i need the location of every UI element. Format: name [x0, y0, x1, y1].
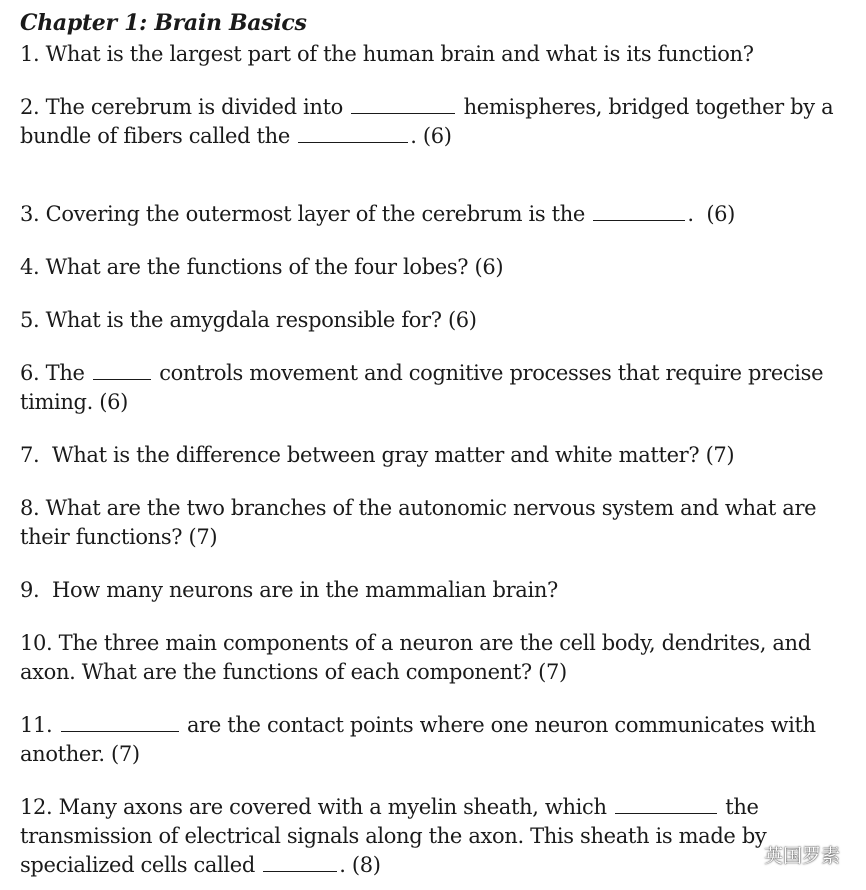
- question-text: controls movement and cognitive processes that require precise: [152, 361, 824, 385]
- answer-blank: [263, 870, 337, 872]
- question-4: [20, 253, 850, 282]
- question-line: [20, 253, 850, 282]
- question-3: [20, 200, 850, 229]
- question-line: [20, 93, 850, 122]
- question-text: 3. Covering the outermost layer of the cerebrum is the: [20, 202, 592, 226]
- question-line: [20, 576, 850, 605]
- question-text: another. (7): [20, 742, 140, 766]
- answer-blank: [61, 730, 179, 732]
- answer-blank: [593, 219, 685, 221]
- question-line: [20, 658, 850, 687]
- question-text: . (8): [339, 853, 381, 877]
- question-11: [20, 711, 850, 769]
- question-2: [20, 93, 850, 151]
- question-line: [20, 388, 850, 417]
- question-line: [20, 494, 850, 523]
- question-line: [20, 122, 850, 151]
- question-line: [20, 793, 850, 822]
- question-text: 8. What are the two branches of the autonomic nervous system and what are: [20, 496, 817, 520]
- question-text: their functions? (7): [20, 525, 218, 549]
- question-5: [20, 306, 850, 335]
- question-text: 4. What are the functions of the four lobes? (6): [20, 255, 504, 279]
- question-text: 1. What is the largest part of the human brain and what is its function?: [20, 42, 754, 66]
- question-8: [20, 494, 850, 552]
- question-6: [20, 359, 850, 417]
- watermark: [736, 841, 840, 868]
- question-line: [20, 629, 850, 658]
- question-text: 12. Many axons are covered with a myelin sheath, which: [20, 795, 613, 819]
- watermark-text: 英国罗素: [763, 845, 840, 867]
- question-text: 5. What is the amygdala responsible for? (6): [20, 308, 477, 332]
- question-text: . (6): [410, 124, 452, 148]
- question-text: are the contact points where one neuron communicates with: [180, 713, 816, 737]
- question-text: bundle of fibers called the: [20, 124, 297, 148]
- question-text: timing. (6): [20, 390, 128, 414]
- question-line: [20, 306, 850, 335]
- question-text: 9. How many neurons are in the mammalian brain?: [20, 578, 558, 602]
- question-line: [20, 40, 850, 69]
- question-line: [20, 200, 850, 229]
- question-line: [20, 851, 850, 880]
- answer-blank: [298, 141, 408, 143]
- question-text: 7. What is the difference between gray matter and white matter? (7): [20, 443, 735, 467]
- question-text: specialized cells called: [20, 853, 262, 877]
- question-line: [20, 523, 850, 552]
- question-1: [20, 40, 850, 69]
- question-line: [20, 359, 850, 388]
- question-text: hemispheres, bridged together by a: [457, 95, 834, 119]
- question-text: 10. The three main components of a neuron are the cell body, dendrites, and: [20, 631, 811, 655]
- answer-blank: [93, 378, 151, 380]
- question-text: 11.: [20, 713, 59, 737]
- question-line: [20, 822, 850, 851]
- question-10: [20, 629, 850, 687]
- question-line: [20, 711, 850, 740]
- page-title: Chapter 1: Brain Basics: [20, 10, 307, 36]
- question-12: [20, 793, 850, 880]
- question-text: . (6): [687, 202, 736, 226]
- question-text: the: [718, 795, 759, 819]
- question-text: 6. The: [20, 361, 91, 385]
- question-text: transmission of electrical signals along the axon. This sheath is made by: [20, 824, 767, 848]
- answer-blank: [351, 112, 455, 114]
- question-text: 2. The cerebrum is divided into: [20, 95, 350, 119]
- wechat-icon: [736, 844, 760, 866]
- question-7: [20, 441, 850, 470]
- question-text: axon. What are the functions of each component? (7): [20, 660, 567, 684]
- question-line: [20, 441, 850, 470]
- question-line: [20, 740, 850, 769]
- answer-blank: [615, 812, 717, 814]
- question-9: [20, 576, 850, 605]
